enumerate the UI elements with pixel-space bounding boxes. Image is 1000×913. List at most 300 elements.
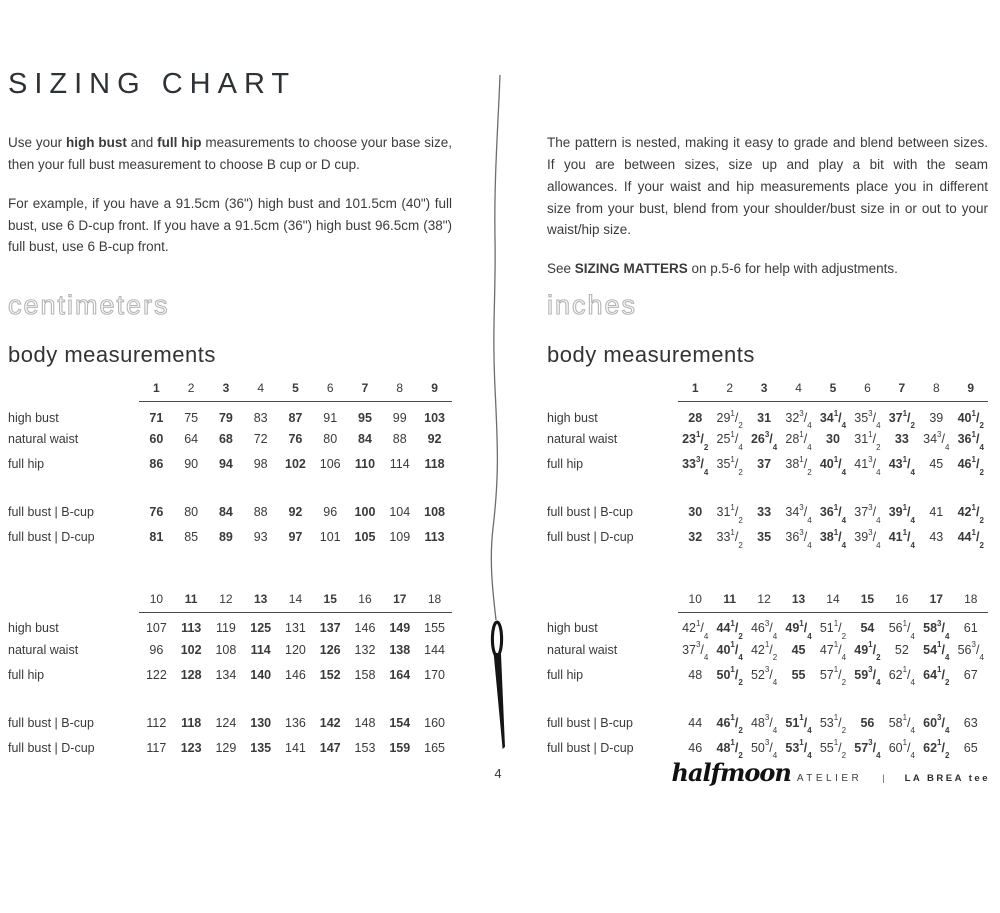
measurement-value: 28 — [688, 410, 703, 425]
measurement-value: 39 — [929, 410, 944, 425]
measurement-value: 48 — [688, 667, 703, 682]
measurement-value: 44 — [688, 715, 703, 730]
measurement-value: 132 — [354, 642, 376, 657]
measurement-value: 112 — [146, 715, 167, 730]
measurement-value: 85 — [184, 530, 199, 544]
measurement-value: 123 — [180, 740, 202, 755]
measurement-value: 45 — [791, 642, 806, 657]
measurement-value: 146 — [285, 667, 306, 682]
text-segment: See — [547, 261, 575, 277]
measurement-value: $39^1/_4$ — [888, 502, 915, 525]
size-column-header: 18 — [417, 592, 452, 613]
size-column-header: 4 — [781, 381, 815, 402]
measurement-value: $39^3/_4$ — [854, 527, 881, 550]
measurement-value: 142 — [319, 715, 341, 730]
size-column-header: 7 — [885, 381, 919, 402]
size-column-header: 15 — [850, 592, 884, 613]
measurement-value: 138 — [389, 642, 411, 657]
measurement-row — [547, 662, 988, 687]
measurement-row — [8, 612, 452, 637]
measurement-value: 31 — [757, 410, 772, 425]
measurement-row — [8, 637, 452, 662]
measurement-row — [8, 662, 452, 687]
measurement-row — [547, 525, 988, 550]
measurement-value: 103 — [424, 410, 445, 425]
measurement-value: 148 — [354, 715, 376, 730]
size-column-header: 2 — [174, 381, 209, 402]
measurement-label: high bust — [8, 621, 59, 635]
size-column-header: 1 — [678, 381, 712, 402]
measurement-value: $36^1/_4$ — [819, 502, 847, 525]
measurement-value: 65 — [963, 740, 978, 755]
measurement-value: $43^1/_4$ — [888, 454, 915, 477]
measurement-label: full bust | B-cup — [8, 505, 94, 519]
group-spacer — [547, 687, 988, 710]
measurement-value: 100 — [354, 505, 376, 519]
size-column-header: 5 — [816, 381, 850, 402]
measurement-value: 93 — [253, 530, 268, 544]
measurement-value: 109 — [389, 530, 411, 544]
intro-right — [547, 132, 988, 280]
measurement-value: $32^3/_4$ — [785, 408, 812, 431]
measurement-value: 153 — [354, 740, 376, 755]
measurement-label: full hip — [8, 457, 45, 471]
measurement-value: $46^3/_4$ — [750, 619, 778, 641]
cm-table-sizes-10-18 — [8, 592, 452, 761]
intro-left — [8, 132, 452, 258]
measurement-value: $46^1/_2$ — [716, 713, 743, 735]
measurement-value: $48^1/_2$ — [716, 738, 743, 760]
size-column-header: 7 — [348, 381, 383, 402]
measurement-label: full bust | D-cup — [547, 530, 634, 544]
measurement-label: full hip — [8, 667, 45, 682]
measurement-row — [8, 525, 452, 550]
measurement-value: 80 — [323, 432, 338, 446]
table-corner-cell — [8, 592, 139, 613]
measurement-label: full hip — [547, 457, 584, 471]
measurement-row — [547, 637, 988, 662]
size-column-header: 12 — [747, 592, 781, 613]
size-column-header: 3 — [209, 381, 244, 402]
measurement-label: full bust | B-cup — [547, 715, 633, 730]
measurement-value: 90 — [184, 457, 199, 471]
measurement-row — [8, 452, 452, 477]
measurement-value: 117 — [146, 740, 167, 755]
measurement-value: $55^1/_2$ — [819, 738, 847, 760]
measurement-value: 114 — [250, 642, 271, 657]
measurement-value: 141 — [285, 740, 306, 755]
measurement-value: $29^1/_2$ — [716, 408, 743, 431]
measurement-value: 46 — [688, 740, 703, 755]
measurement-value: 113 — [424, 530, 445, 544]
measurement-value: 43 — [929, 530, 944, 544]
measurement-value: 154 — [389, 715, 411, 730]
measurement-value: 102 — [285, 457, 306, 471]
body-measurements-heading-cm: body measurements — [8, 342, 216, 367]
size-column-header: 6 — [313, 381, 348, 402]
measurement-value: $40^1/_4$ — [716, 640, 743, 662]
measurement-value: 37 — [757, 457, 772, 471]
measurement-row — [547, 500, 988, 525]
measurement-row — [547, 427, 988, 452]
centimeters-section — [8, 290, 452, 760]
measurement-value: 91 — [323, 410, 338, 425]
measurement-label: full bust | D-cup — [8, 530, 95, 544]
measurement-value: 41 — [929, 505, 944, 519]
size-column-header: 14 — [278, 592, 313, 613]
measurement-value: $42^1/_2$ — [957, 502, 984, 525]
group-spacer — [547, 477, 988, 500]
measurement-value: 95 — [358, 410, 372, 425]
measurement-value: 88 — [392, 432, 407, 446]
measurement-value: 75 — [184, 410, 199, 425]
emphasized-text: high bust — [66, 135, 127, 150]
measurement-value: $56^3/_4$ — [957, 640, 984, 662]
measurement-value: 119 — [215, 621, 236, 636]
measurement-value: $49^1/_2$ — [854, 640, 881, 662]
table-corner-cell — [8, 381, 139, 402]
size-column-header: 16 — [348, 592, 383, 613]
size-column-header: 11 — [712, 592, 746, 613]
measurement-row — [547, 612, 988, 637]
measurement-value: $41^3/_4$ — [854, 454, 881, 477]
body-measurements-table — [547, 592, 988, 761]
measurement-value: 160 — [424, 715, 445, 730]
measurement-value: 61 — [963, 621, 978, 636]
text-segment: The pattern is nested, making it easy to grade and blend between sizes. If you are between sizes, size up and play a bit with the seam allowances. If your waist and hip measurements place you in different size from your bust, blend from your shoulder/bust size in or out to your waist/hip size. — [547, 135, 988, 238]
measurement-label: high bust — [547, 621, 598, 635]
measurement-value: 158 — [354, 667, 376, 682]
measurement-label: full bust | B-cup — [8, 715, 94, 730]
measurement-value: $58^3/_4$ — [923, 619, 950, 641]
measurement-value: 96 — [323, 505, 338, 519]
measurement-value: 86 — [149, 457, 164, 471]
measurement-value: $35^1/_2$ — [716, 454, 743, 477]
measurement-value: $34^3/_4$ — [923, 429, 950, 452]
measurement-value: $57^1/_2$ — [819, 665, 847, 687]
measurement-value: $42^1/_4$ — [682, 619, 709, 641]
measurement-value: 79 — [218, 410, 233, 425]
measurement-value: $40^1/_4$ — [819, 454, 847, 477]
text-segment: Use your — [8, 135, 66, 150]
measurement-value: $36^1/_4$ — [957, 429, 984, 452]
measurement-value: $48^3/_4$ — [750, 713, 778, 735]
inches-table-sizes-1-9 — [547, 381, 988, 550]
measurement-value: $25^1/_4$ — [716, 429, 743, 452]
size-column-header: 8 — [382, 381, 417, 402]
measurement-value: $62^1/_2$ — [923, 738, 950, 760]
size-column-header: 1 — [139, 381, 174, 402]
measurement-value: $50^1/_2$ — [716, 665, 743, 687]
measurement-value: 146 — [354, 621, 376, 636]
measurement-row — [8, 735, 452, 760]
measurement-value: $47^1/_4$ — [819, 640, 847, 662]
size-column-header: 12 — [209, 592, 244, 613]
measurement-value: $51^1/_4$ — [785, 713, 812, 735]
size-column-header: 13 — [781, 592, 815, 613]
table-corner-cell — [547, 592, 678, 613]
pattern-name-label: LA BREA tee — [904, 773, 990, 784]
measurement-row — [547, 710, 988, 735]
measurement-value: $28^1/_4$ — [785, 429, 812, 452]
measurement-row — [8, 500, 452, 525]
measurement-value: 99 — [392, 410, 407, 425]
measurement-value: 136 — [285, 715, 306, 730]
measurement-value: $50^3/_4$ — [750, 738, 778, 760]
measurement-value: 110 — [354, 457, 376, 471]
measurement-row — [8, 402, 452, 427]
measurement-value: 33 — [757, 505, 772, 519]
measurement-value: 125 — [250, 621, 272, 636]
measurement-value: 107 — [145, 621, 167, 636]
measurement-value: 120 — [285, 642, 306, 657]
measurement-value: 89 — [218, 530, 233, 544]
measurement-value: 60 — [149, 432, 164, 446]
measurement-value: 135 — [250, 740, 272, 755]
measurement-value: 118 — [424, 457, 445, 471]
measurement-value: $52^3/_4$ — [750, 665, 778, 687]
measurement-value: 149 — [389, 621, 411, 636]
measurement-value: $37^3/_4$ — [854, 502, 881, 525]
measurement-value: $26^3/_4$ — [750, 429, 778, 452]
measurement-label: full bust | B-cup — [547, 505, 633, 519]
measurement-value: 97 — [288, 530, 303, 544]
intro-left-paragraph-1 — [8, 132, 452, 176]
measurement-value: 83 — [253, 410, 268, 425]
measurement-value: 101 — [319, 530, 341, 544]
measurement-value: 165 — [424, 740, 445, 755]
measurement-value: 144 — [424, 642, 445, 657]
size-column-header: 9 — [954, 381, 989, 402]
measurement-value: 92 — [427, 432, 442, 446]
measurement-value: 92 — [288, 505, 303, 519]
page-title: SIZING CHART — [8, 68, 297, 100]
measurement-value: 96 — [149, 642, 164, 657]
measurement-value: 118 — [181, 715, 202, 730]
measurement-value: 81 — [149, 530, 164, 544]
measurement-value: $57^3/_4$ — [854, 738, 881, 760]
measurement-value: 105 — [354, 530, 376, 544]
measurement-value: 113 — [181, 621, 202, 636]
measurement-value: 124 — [215, 715, 237, 730]
measurement-value: 155 — [424, 621, 445, 636]
measurement-value: 52 — [894, 642, 909, 657]
measurement-label: high bust — [8, 410, 59, 425]
group-spacer — [8, 687, 452, 710]
inches-table-sizes-10-18 — [547, 592, 988, 761]
measurement-value: 30 — [688, 505, 703, 519]
measurement-value: 170 — [424, 667, 445, 682]
measurement-value: 76 — [288, 432, 303, 446]
measurement-value: $42^1/_2$ — [750, 640, 778, 662]
footer-separator: | — [882, 773, 885, 783]
measurement-value: $54^1/_4$ — [923, 640, 950, 662]
measurement-value: 152 — [319, 667, 341, 682]
page-number: 4 — [494, 766, 502, 781]
size-column-header: 9 — [417, 381, 452, 402]
measurement-value: $40^1/_2$ — [957, 408, 984, 431]
intro-right-paragraph-1 — [547, 132, 988, 241]
measurement-value: 134 — [215, 667, 237, 682]
size-column-header: 5 — [278, 381, 313, 402]
measurement-value: 122 — [145, 667, 167, 682]
body-measurements-table — [547, 381, 988, 550]
text-segment: For example, if you have a 91.5cm (36") high bust and 101.5cm (40") full bust, use 6 D-cup front. If you have a 91.5cm (36") high bust 96.5cm (38") full bust, use 6 B-cup front. — [8, 195, 452, 255]
measurement-value: 159 — [389, 740, 411, 755]
measurement-value: $58^1/_4$ — [888, 713, 915, 735]
size-column-header: 17 — [382, 592, 417, 613]
measurement-value: $37^3/_4$ — [682, 640, 709, 662]
measurement-row — [547, 402, 988, 427]
size-column-header: 4 — [243, 381, 278, 402]
table-corner-cell — [547, 381, 678, 402]
emphasized-text: full hip — [157, 135, 202, 150]
measurement-value: 80 — [184, 505, 199, 519]
size-column-header: 13 — [243, 592, 278, 613]
measurement-value: 88 — [253, 505, 268, 519]
size-column-header: 18 — [954, 592, 989, 613]
measurement-value: $38^1/_4$ — [819, 527, 847, 550]
left-column — [8, 132, 452, 832]
needle-and-thread-icon — [455, 58, 545, 768]
measurement-value: 64 — [184, 432, 199, 446]
measurement-value: $31^1/_2$ — [716, 502, 743, 525]
text-segment: measurements to choose your base size, then your full bust measurement to choose B cup or D cup. — [8, 135, 452, 172]
measurement-value: $34^1/_4$ — [819, 408, 847, 431]
measurement-value: $35^3/_4$ — [854, 408, 881, 431]
right-column — [547, 132, 988, 832]
measurement-label: natural waist — [547, 642, 618, 657]
measurement-value: 129 — [215, 740, 237, 755]
measurement-value: 56 — [860, 715, 875, 730]
measurement-row — [8, 427, 452, 452]
measurement-value: $34^3/_4$ — [785, 502, 812, 525]
measurement-value: 67 — [963, 667, 978, 682]
size-column-header: 15 — [313, 592, 348, 613]
measurement-value: $46^1/_2$ — [957, 454, 984, 477]
body-measurements-heading-inches: body measurements — [547, 342, 755, 367]
measurement-value: 126 — [319, 642, 341, 657]
measurement-value: 71 — [149, 410, 164, 425]
measurement-value: 54 — [860, 621, 875, 636]
size-column-header: 16 — [885, 592, 919, 613]
measurement-label: full bust | D-cup — [8, 740, 95, 755]
measurement-value: 131 — [285, 621, 306, 636]
size-column-header: 3 — [747, 381, 781, 402]
measurement-value: 102 — [180, 642, 202, 657]
measurement-label: natural waist — [8, 642, 79, 657]
size-column-header: 14 — [816, 592, 850, 613]
size-column-header: 2 — [712, 381, 746, 402]
text-segment: and — [126, 135, 158, 150]
measurement-value: 84 — [358, 432, 372, 446]
measurement-value: $60^3/_4$ — [923, 713, 950, 735]
measurement-value: 32 — [688, 530, 703, 544]
measurement-value: $23^1/_2$ — [682, 429, 709, 452]
measurement-row — [8, 710, 452, 735]
size-column-header: 6 — [850, 381, 884, 402]
measurement-value: $36^3/_4$ — [785, 527, 812, 550]
measurement-value: 137 — [319, 621, 341, 636]
measurement-value: $53^1/_4$ — [785, 738, 812, 760]
measurement-value: 30 — [826, 432, 840, 446]
measurement-value: 63 — [963, 715, 978, 730]
measurement-value: 76 — [149, 505, 164, 519]
body-measurements-table — [8, 381, 452, 550]
measurement-value: 33 — [894, 432, 909, 446]
measurement-value: $51^1/_2$ — [819, 619, 847, 641]
measurement-value: 87 — [288, 410, 303, 425]
measurement-value: $31^1/_2$ — [854, 429, 881, 452]
measurement-value: $38^1/_2$ — [785, 454, 812, 477]
cm-table-sizes-1-9 — [8, 381, 452, 550]
inches-heading: inches — [547, 290, 638, 320]
measurement-value: 84 — [218, 505, 233, 519]
measurement-value: $56^1/_4$ — [888, 619, 915, 641]
measurement-value: $59^3/_4$ — [854, 665, 881, 687]
measurement-value: $62^1/_4$ — [888, 665, 915, 687]
measurement-value: $41^1/_4$ — [888, 527, 915, 550]
text-segment: on p.5-6 for help with adjustments. — [687, 261, 898, 277]
size-column-header: 10 — [139, 592, 174, 613]
inches-section — [547, 290, 988, 760]
measurement-value: $64^1/_2$ — [923, 665, 950, 687]
measurement-value: 94 — [218, 457, 233, 471]
measurement-value: 130 — [250, 715, 272, 730]
measurement-value: $44^1/_2$ — [716, 619, 743, 641]
measurement-value: $60^1/_4$ — [888, 738, 915, 760]
measurement-value: 108 — [215, 642, 237, 657]
measurement-value: 68 — [218, 432, 233, 446]
measurement-value: 35 — [757, 530, 772, 544]
measurement-value: 98 — [253, 457, 268, 471]
brand-atelier-label: ATELIER — [796, 773, 863, 784]
size-column-header: 11 — [174, 592, 209, 613]
intro-right-paragraph-2 — [547, 258, 988, 280]
measurement-value: 106 — [319, 457, 341, 471]
measurement-value: 147 — [319, 740, 341, 755]
centimeters-heading: centimeters — [8, 290, 170, 320]
measurement-value: 45 — [929, 457, 944, 471]
measurement-value: 55 — [791, 667, 806, 682]
measurement-value: $33^1/_2$ — [716, 527, 743, 550]
footer-brand — [672, 758, 990, 787]
measurement-label: full bust | D-cup — [547, 740, 634, 755]
measurement-value: 72 — [253, 432, 268, 446]
size-column-header: 10 — [678, 592, 712, 613]
size-column-header: 8 — [919, 381, 953, 402]
size-column-header: 17 — [919, 592, 953, 613]
measurement-value: $37^1/_2$ — [888, 408, 915, 431]
measurement-value: 164 — [389, 667, 411, 682]
measurement-value: $33^3/_4$ — [682, 454, 709, 477]
measurement-value: 104 — [389, 505, 411, 519]
measurement-value: 140 — [250, 667, 272, 682]
body-measurements-table — [8, 592, 452, 761]
group-spacer — [8, 477, 452, 500]
brand-logo-halfmoon: halfmoon — [671, 758, 791, 787]
measurement-row — [547, 735, 988, 760]
measurement-value: $53^1/_2$ — [819, 713, 847, 735]
measurement-value: $49^1/_4$ — [785, 619, 812, 641]
measurement-label: natural waist — [547, 432, 618, 446]
measurement-value: 108 — [424, 505, 445, 519]
intro-left-paragraph-2 — [8, 193, 452, 259]
measurement-value: 128 — [180, 667, 202, 682]
measurement-label: natural waist — [8, 432, 79, 446]
measurement-label: full hip — [547, 667, 584, 682]
measurement-value: $44^1/_2$ — [957, 527, 984, 550]
